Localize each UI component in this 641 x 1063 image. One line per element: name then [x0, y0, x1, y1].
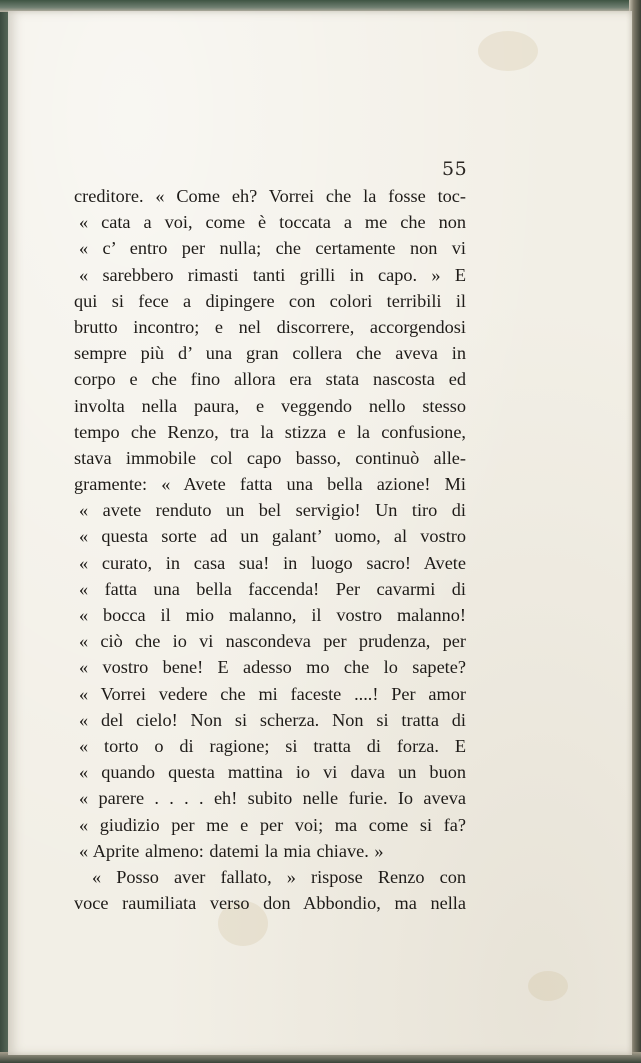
- text-line: gramente: « Avete fatta una bella azione! Mi: [74, 474, 466, 495]
- text-line: « Vorrei vedere che mi faceste ....! Per amor: [79, 683, 466, 704]
- text-line: « c’ entro per nulla; che certamente non vi: [79, 238, 466, 259]
- text-line: involta nella paura, e veggendo nello stesso: [74, 395, 466, 416]
- text-line: « Posso aver fallato, » rispose Renzo con: [92, 866, 466, 887]
- text-line: « Aprite almeno: datemi la mia chiave. »: [79, 840, 384, 861]
- text-line: qui si fece a dipingere con colori terribili il: [74, 290, 466, 311]
- page-number: 55: [442, 158, 468, 180]
- text-line: « sarebbero rimasti tanti grilli in capo. » E: [79, 264, 466, 285]
- text-line: corpo e che fino allora era stata nascosta ed: [74, 369, 466, 390]
- book-page: [8, 11, 632, 1055]
- text-line: « giudizio per me e per voi; ma come si fa?: [79, 814, 466, 835]
- text-line: « quando questa mattina io vi dava un buon: [79, 762, 466, 783]
- text-line: « avete renduto un bel servigio! Un tiro di: [79, 500, 466, 521]
- paper-stain: [528, 971, 568, 1001]
- text-line: brutto incontro; e nel discorrere, accorgendosi: [74, 316, 466, 337]
- text-line: « ciò che io vi nascondeva per prudenza, per: [79, 631, 466, 652]
- paper-stain: [478, 31, 538, 71]
- text-line: « vostro bene! E adesso mo che lo sapete?: [79, 657, 466, 678]
- text-line: « bocca il mio malanno, il vostro malanno!: [79, 605, 466, 625]
- text-line: « fatta una bella faccenda! Per cavarmi di: [79, 578, 466, 599]
- text-line: « cata a voi, come è toccata a me che non: [79, 212, 466, 233]
- text-line: sempre più d’ una gran collera che aveva in: [74, 343, 466, 364]
- text-line: « torto o di ragione; si tratta di forza. E: [79, 735, 466, 756]
- body-text: [74, 183, 466, 916]
- text-line: « del cielo! Non si scherza. Non si tratta di: [79, 709, 466, 730]
- text-line: creditore. « Come eh? Vorrei che la fosse toc-: [74, 186, 466, 206]
- text-line: « questa sorte ad un galant’ uomo, al vostro: [79, 526, 466, 547]
- text-line: « parere . . . . eh! subito nelle furie. Io aveva: [79, 788, 466, 809]
- text-line: « curato, in casa sua! in luogo sacro! Avete: [79, 552, 466, 573]
- text-line: voce raumiliata verso don Abbondio, ma nella: [74, 893, 466, 914]
- text-line: stava immobile col capo basso, continuò alle-: [74, 447, 466, 468]
- text-line: tempo che Renzo, tra la stizza e la confusione,: [74, 421, 466, 442]
